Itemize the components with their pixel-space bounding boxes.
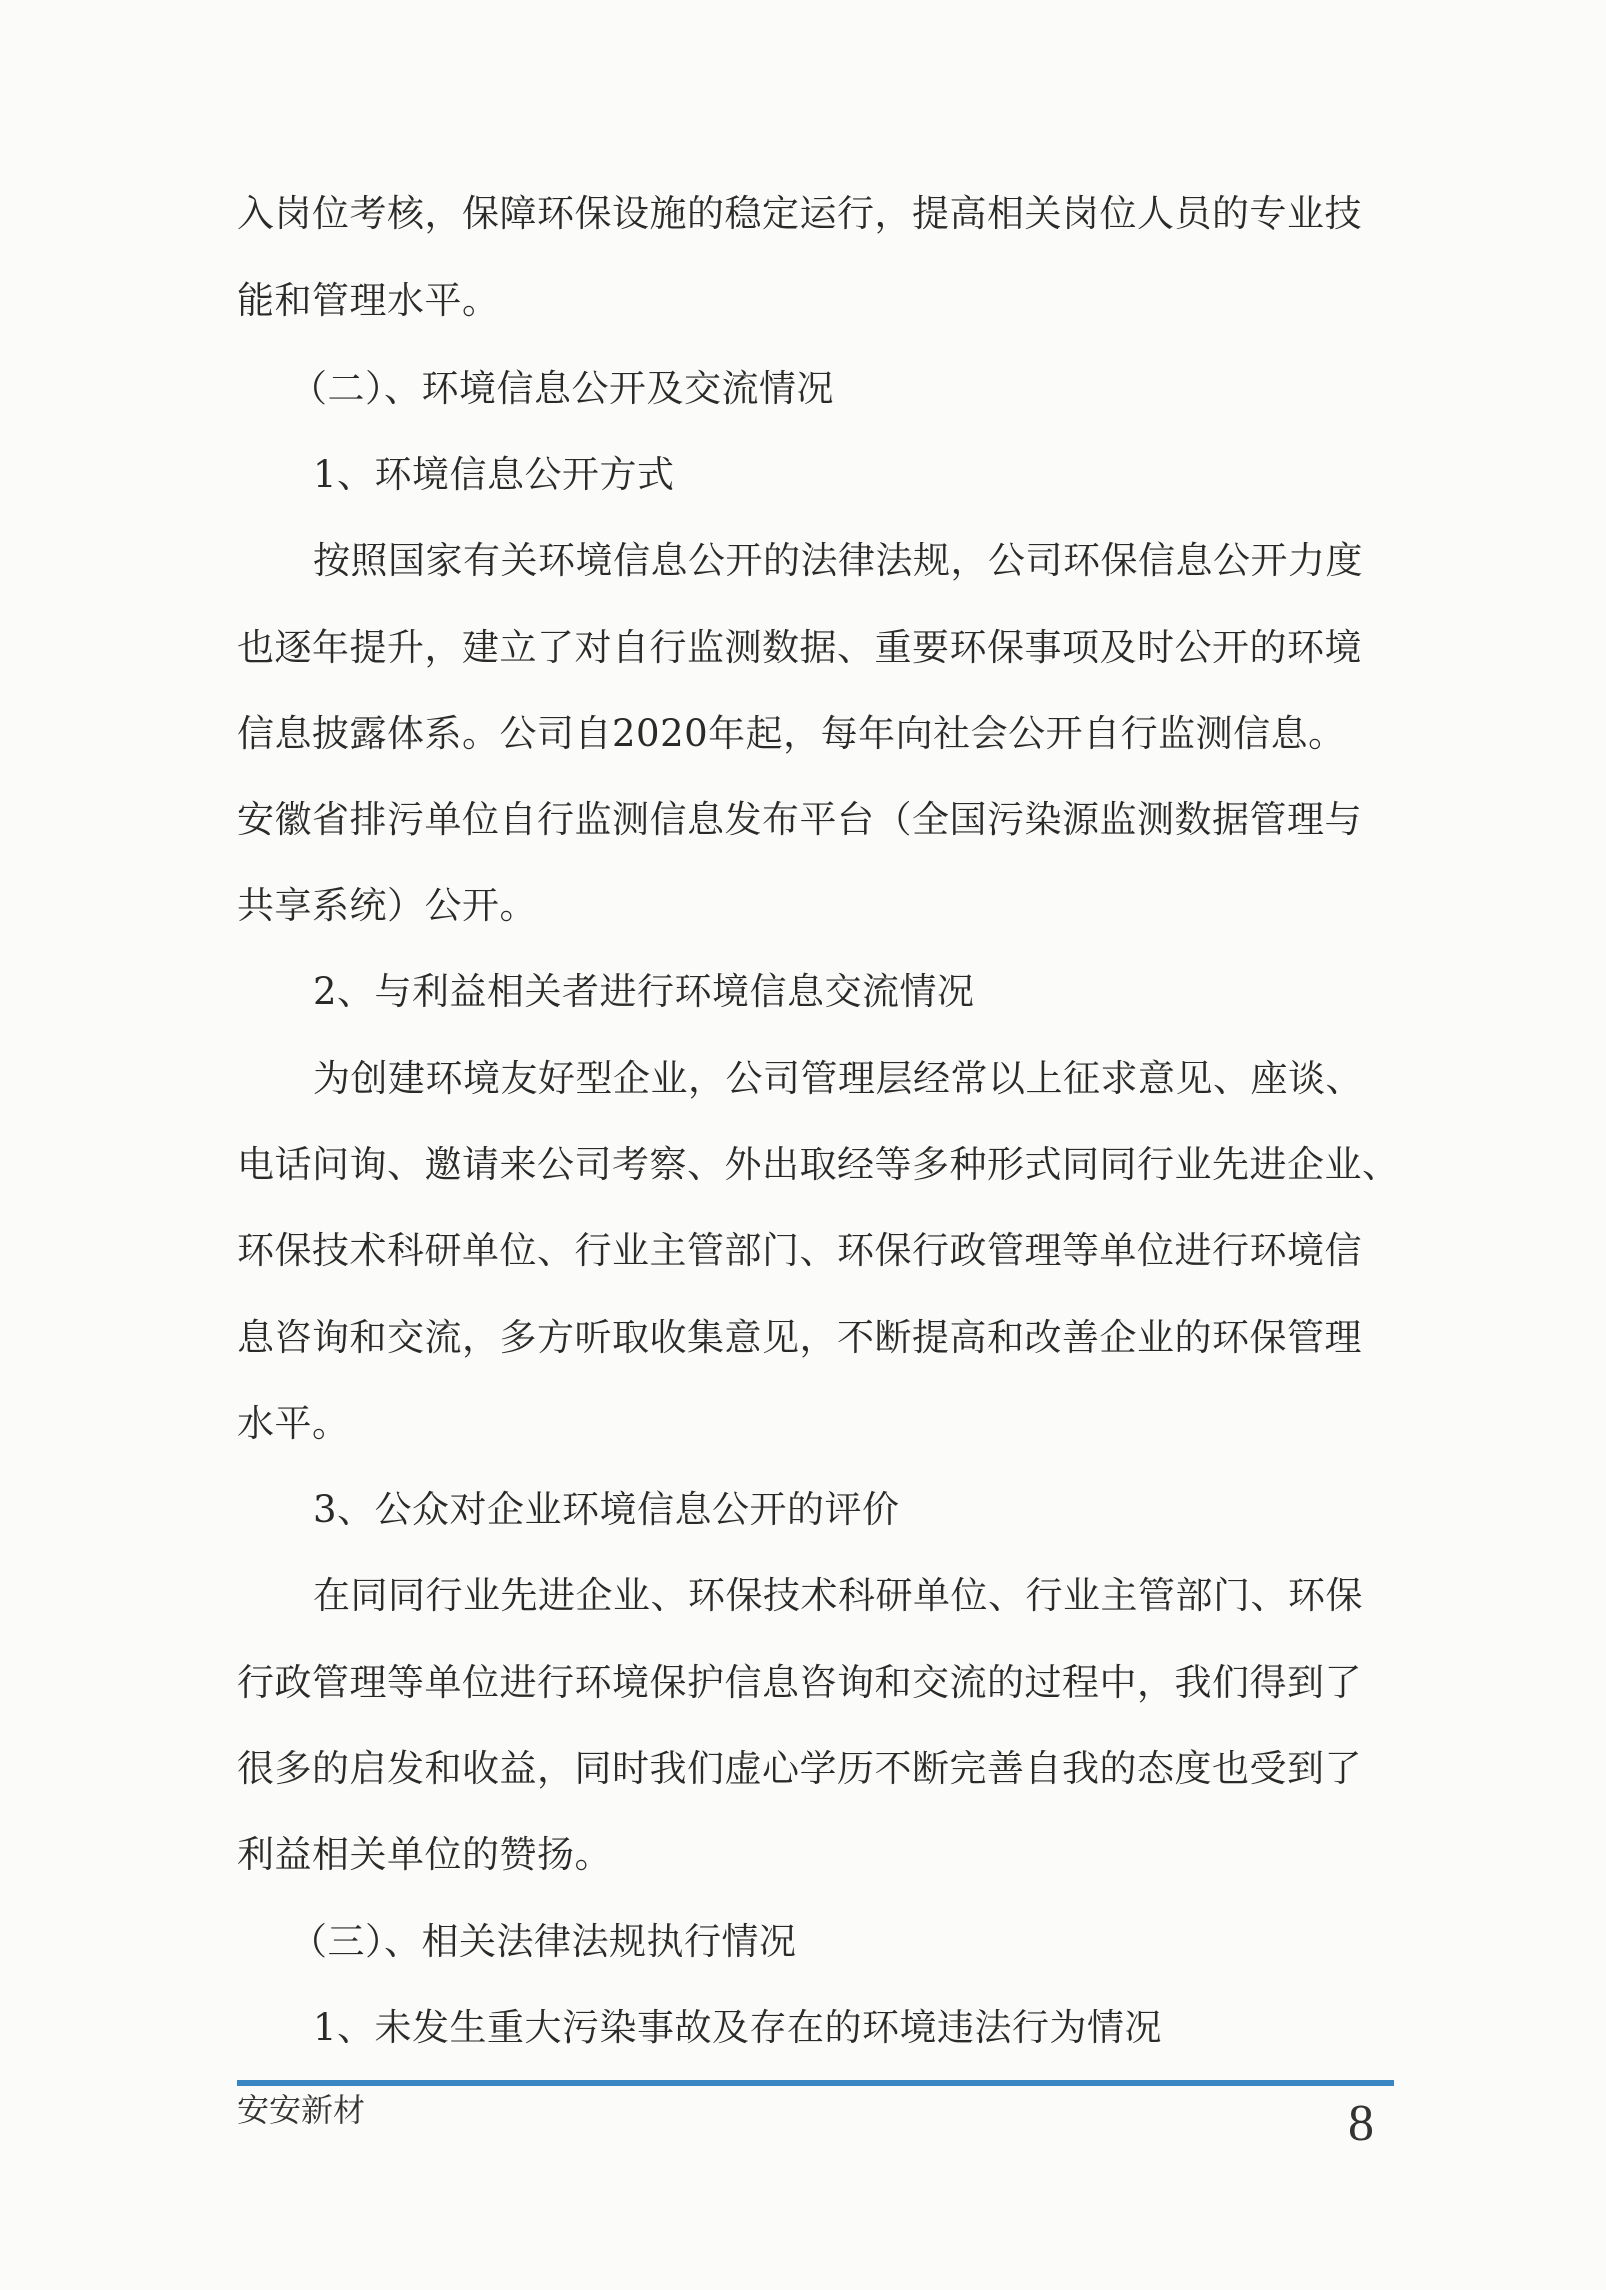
paragraph-line: 电话问询、邀请来公司考察、外出取经等多种形式同同行业先进企业、	[237, 1143, 1400, 1186]
paragraph-line: 共享系统）公开。	[237, 884, 537, 927]
subsection-heading: 1、未发生重大污染事故及存在的环境违法行为情况	[313, 2006, 1163, 2049]
paragraph-line: 按照国家有关环境信息公开的法律法规，公司环保信息公开力度	[313, 539, 1363, 582]
paragraph-line: 行政管理等单位进行环境保护信息咨询和交流的过程中，我们得到了	[237, 1661, 1362, 1704]
subsection-heading: 1、环境信息公开方式	[313, 453, 675, 496]
footer-divider	[237, 2080, 1394, 2086]
paragraph-line: 很多的启发和收益，同时我们虚心学历不断完善自我的态度也受到了	[237, 1747, 1362, 1790]
paragraph-line: 为创建环境友好型企业，公司管理层经常以上征求意见、座谈、	[313, 1057, 1363, 1100]
paragraph-line: 利益相关单位的赞扬。	[237, 1833, 612, 1876]
paragraph-line: 安徽省排污单位自行监测信息发布平台（全国污染源监测数据管理与	[237, 798, 1362, 841]
paragraph-line: 也逐年提升，建立了对自行监测数据、重要环保事项及时公开的环境	[237, 626, 1362, 669]
paragraph-line: 息咨询和交流，多方听取收集意见，不断提高和改善企业的环保管理	[237, 1316, 1362, 1359]
section-heading: （三）、相关法律法规执行情况	[290, 1920, 797, 1963]
page-number: 8	[1348, 2095, 1374, 2152]
subsection-heading: 3、公众对企业环境信息公开的评价	[313, 1488, 900, 1531]
paragraph-line: 在同同行业先进企业、环保技术科研单位、行业主管部门、环保	[313, 1574, 1363, 1617]
subsection-heading: 2、与利益相关者进行环境信息交流情况	[313, 970, 975, 1013]
paragraph-line: 能和管理水平。	[237, 279, 500, 322]
paragraph-line: 入岗位考核，保障环保设施的稳定运行，提高相关岗位人员的专业技	[237, 192, 1362, 235]
paragraph-line: 信息披露体系。公司自2020年起，每年向社会公开自行监测信息。	[237, 712, 1346, 755]
footer-company-name: 安安新材	[237, 2091, 366, 2129]
paragraph-line: 环保技术科研单位、行业主管部门、环保行政管理等单位进行环境信	[237, 1229, 1362, 1272]
paragraph-line: 水平。	[237, 1402, 350, 1445]
section-heading: （二）、环境信息公开及交流情况	[290, 367, 834, 410]
